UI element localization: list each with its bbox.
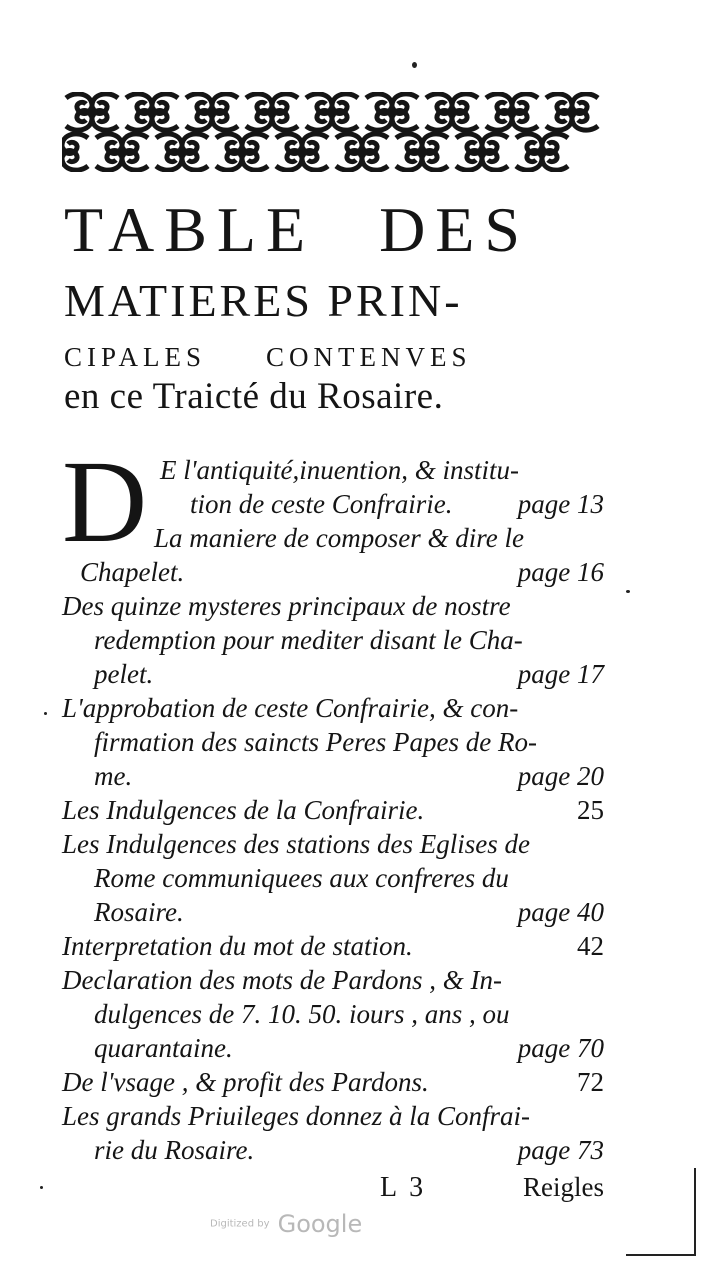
ink-speck — [44, 712, 47, 715]
toc-page-reference: page 73 — [517, 1135, 604, 1165]
toc-entry-text: L'approbation de ceste Confrairie, & con- — [62, 693, 519, 723]
scan-edge-line — [694, 1168, 696, 1254]
title-word-contenves: CONTENVES — [266, 342, 472, 372]
toc-entry-text: tion de ceste Confrairie. — [190, 489, 453, 519]
toc-page-reference: page 13 — [517, 489, 604, 519]
toc-line — [62, 863, 604, 897]
toc-page-reference: page 20 — [517, 761, 604, 791]
toc-entry-text: Declaration des mots de Pardons , & In- — [62, 965, 502, 995]
toc-entry-text: Rosaire. — [94, 897, 184, 927]
toc-line — [62, 1135, 604, 1169]
toc-page-reference: 25 — [577, 795, 604, 825]
decorative-headpiece-icon — [62, 92, 602, 172]
toc-entry-text: Des quinze mysteres principaux de nostre — [62, 591, 511, 621]
toc-line — [62, 455, 604, 489]
toc-entry-text: redemption pour mediter disant le Cha- — [94, 625, 523, 655]
watermark-prefix: Digitized by — [210, 1218, 270, 1230]
title-line-2: MATIERES PRIN- — [64, 275, 463, 326]
toc-page-reference: 42 — [577, 931, 604, 961]
scan-edge-line — [626, 1254, 696, 1256]
catchword: Reigles — [523, 1172, 604, 1202]
toc-entry-text: Interpretation du mot de station. — [62, 931, 413, 961]
title-word-table: TABLE — [64, 194, 316, 265]
toc-line — [62, 591, 604, 625]
toc-line — [62, 557, 604, 591]
toc-entry-text: De l'vsage , & profit des Pardons. — [62, 1067, 429, 1097]
toc-line — [62, 1033, 604, 1067]
ink-speck — [40, 1186, 43, 1189]
toc-line — [62, 931, 604, 965]
toc-line — [62, 965, 604, 999]
title-word-cipales: CIPALES — [64, 342, 207, 372]
toc-line — [62, 761, 604, 795]
toc-page-reference: page 70 — [517, 1033, 604, 1063]
toc-line — [62, 489, 604, 523]
toc-line — [62, 659, 604, 693]
toc-entry-text: firmation des saincts Peres Papes de Ro- — [94, 727, 537, 757]
toc-line — [62, 1067, 604, 1101]
toc-line — [62, 1101, 604, 1135]
toc-line — [62, 625, 604, 659]
toc-line — [62, 693, 604, 727]
title-line-3 — [64, 342, 604, 372]
toc-line — [62, 897, 604, 931]
toc-line — [62, 795, 604, 829]
toc-entry-text: pelet. — [94, 659, 154, 689]
toc-entry-text: E l'antiquité,inuention, & institu- — [160, 455, 520, 485]
toc-line — [62, 727, 604, 761]
toc-page-reference: 72 — [577, 1067, 604, 1097]
toc-page-reference: page 17 — [517, 659, 604, 689]
toc-entry-text: quarantaine. — [94, 1033, 233, 1063]
toc-entry-text: dulgences de 7. 10. 50. iours , ans , ou — [94, 999, 510, 1029]
ink-speck — [412, 62, 417, 68]
title-line-4: en ce Traicté du Rosaire. — [64, 376, 444, 417]
toc-entry-text: me. — [94, 761, 133, 791]
toc-entry-text: Chapelet. — [80, 557, 185, 587]
drop-capital: D — [62, 436, 148, 567]
toc-entry-text: La maniere de composer & dire le — [154, 523, 524, 553]
ink-speck — [626, 590, 630, 593]
title-word-des: DES — [379, 194, 530, 265]
signature-mark: L 3 — [380, 1172, 427, 1203]
toc-line — [62, 999, 604, 1033]
toc-page-reference: page 40 — [517, 897, 604, 927]
watermark-brand: Google — [277, 1210, 363, 1238]
title-line-1 — [64, 194, 604, 265]
toc-line — [62, 829, 604, 863]
toc-entry-text: Les grands Priuileges donnez à la Confrai- — [62, 1101, 531, 1131]
toc-entry-text: Les Indulgences des stations des Eglises de — [62, 829, 530, 859]
toc-page-reference: page 16 — [517, 557, 604, 587]
toc-entry-text: Rome communiquees aux confreres du — [94, 863, 509, 893]
toc-entry-text: Les Indulgences de la Confrairie. — [62, 795, 425, 825]
digitization-watermark — [210, 1210, 362, 1238]
toc-line — [62, 523, 604, 557]
toc-entry-text: rie du Rosaire. — [94, 1135, 255, 1165]
